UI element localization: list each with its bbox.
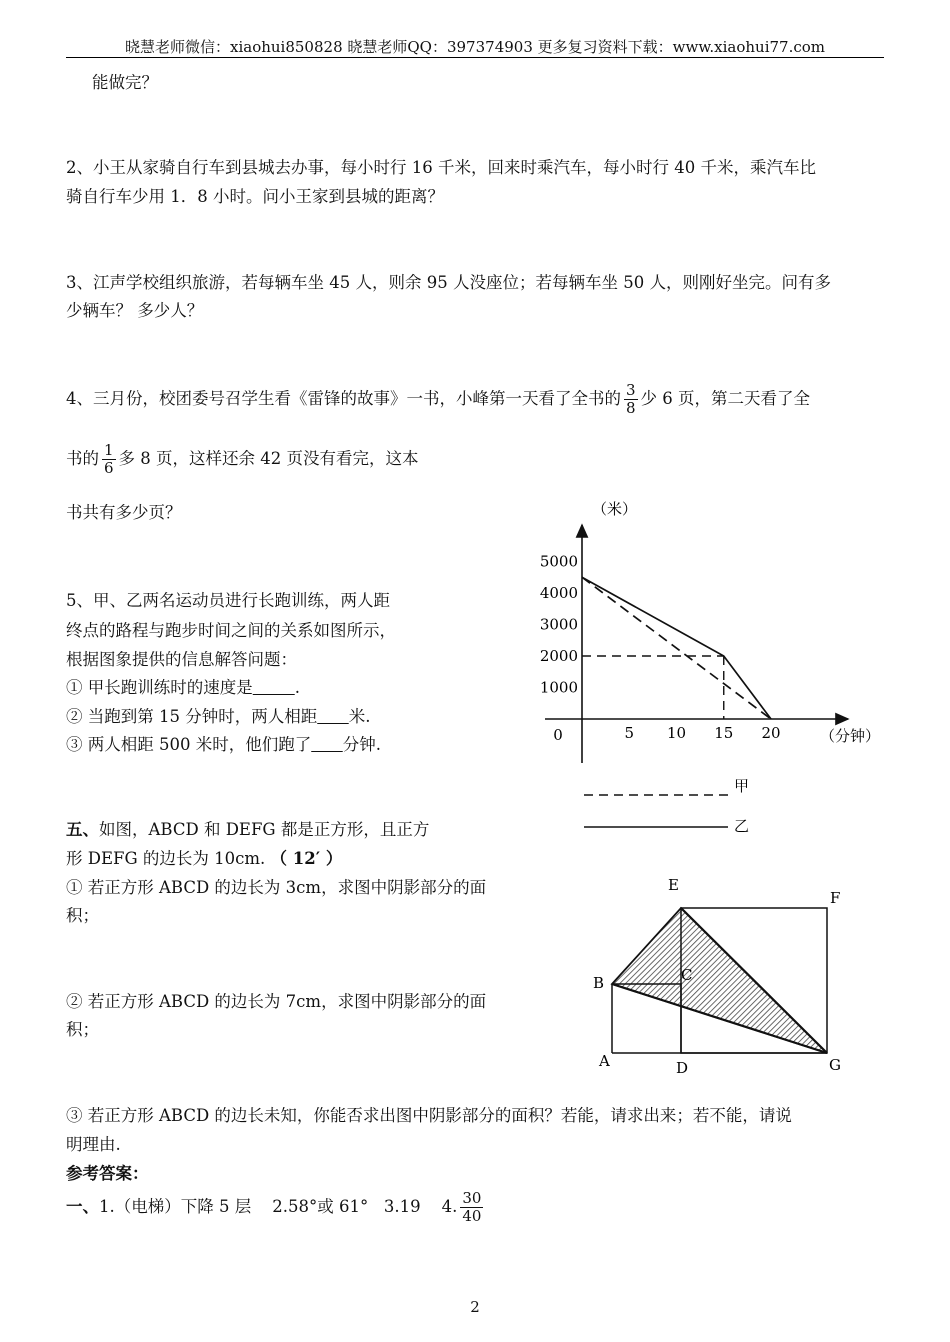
- q1-tail: 能做完？: [92, 73, 158, 92]
- q5-item1-end: .: [294, 678, 300, 697]
- q3-line2: 少辆车？ 多少人？: [66, 301, 204, 320]
- q4-text-a: 4、三月份，校团委号召学生看《雷锋的故事》一书，小峰第一天看了全书的: [66, 389, 621, 408]
- fraction-denominator: 40: [462, 1207, 482, 1225]
- q4-text-c: 书的: [66, 449, 99, 468]
- answers-line: [66, 1190, 486, 1225]
- label-G: G: [829, 1056, 841, 1074]
- y-tick-label: 3000: [539, 615, 578, 634]
- legend-label-jia: 甲: [734, 777, 750, 795]
- fraction-numerator: 30: [462, 1189, 482, 1207]
- x-tick-label: 20: [761, 724, 781, 742]
- q5-line3: 根据图象提供的信息解答问题：: [66, 650, 297, 669]
- fraction-numerator: 3: [626, 381, 636, 399]
- page-number: 2: [470, 1298, 480, 1316]
- header-rule: [66, 57, 884, 58]
- s5-text-2: 形 DEFG 的边长为 10cm.: [66, 849, 271, 868]
- q5-item2-text: ② 当跑到第 15 分钟时，两人相距: [66, 707, 318, 726]
- q5-line1: 5、甲、乙两名运动员进行长跑训练，两人距: [66, 591, 390, 610]
- label-A: A: [599, 1052, 610, 1070]
- q5-item3-blank: [311, 734, 342, 756]
- answers-fraction: [460, 1190, 483, 1225]
- q5-line2: 终点的路程与跑步时间之间的关系如图所示，: [66, 621, 396, 640]
- origin-label: 0: [553, 726, 563, 744]
- q4-line1: [66, 382, 810, 417]
- s5-item2a: ② 若正方形 ABCD 的边长为 7cm，求图中阴影部分的面: [66, 992, 487, 1011]
- s5-item2b: 积；: [66, 1020, 99, 1039]
- x-tick-label: 5: [624, 724, 635, 742]
- q5-item1-text: ① 甲长跑训练时的速度是: [66, 678, 253, 697]
- chart-legend: [578, 768, 758, 840]
- answers-title: 参考答案：: [66, 1164, 149, 1183]
- q4-fraction-1-6: [102, 442, 116, 477]
- label-B: B: [593, 974, 605, 992]
- s5-line2: [66, 848, 342, 870]
- q5-item1: [66, 677, 300, 699]
- q5-item2-end: 米.: [348, 707, 371, 726]
- fraction-denominator: 8: [626, 399, 636, 417]
- q4-line2: [66, 442, 419, 477]
- s5-line1: [66, 819, 429, 841]
- label-D: D: [676, 1059, 689, 1077]
- q5-item2-blank: [317, 706, 348, 728]
- q5-item3: [66, 734, 381, 756]
- s5-item1b: 积；: [66, 906, 99, 925]
- q4-line3: 书共有多少页？: [66, 503, 182, 522]
- q5-item3-text: ③ 两人相距 500 米时，他们跑了: [66, 735, 312, 754]
- label-E: E: [668, 876, 679, 894]
- x-tick-label: 15: [714, 724, 734, 742]
- distance-time-chart: [520, 495, 900, 815]
- q4-text-d: 多 8 页，这样还余 42 页没有看完，这本: [118, 449, 419, 468]
- y-tick-label: 1000: [539, 678, 578, 697]
- series-line-jia: [582, 577, 771, 719]
- q4-text-b: 少 6 页，第二天看了全: [640, 389, 811, 408]
- legend-label-yi: 乙: [734, 817, 750, 835]
- q2-line1: 2、小王从家骑自行车到县城去办事，每小时行 16 千米，回来时乘汽车，每小时行 40 千米，乘汽车比: [66, 158, 816, 177]
- fraction-denominator: 6: [104, 459, 114, 477]
- q5-item3-end: 分钟.: [342, 735, 381, 754]
- squares-figure: [580, 870, 880, 1085]
- x-tick-label: 10: [666, 724, 687, 742]
- y-tick-label: 2000: [539, 647, 578, 665]
- page-header: 晓慧老师微信：xiaohui850828 晓慧老师QQ：397374903 更多复习资料下载：www.xiaohui77.com: [125, 38, 825, 56]
- s5-item1a: ① 若正方形 ABCD 的边长为 3cm，求图中阴影部分的面: [66, 878, 487, 897]
- s5-heading: 五、: [66, 820, 99, 839]
- shaded-triangle-BEG: [612, 908, 827, 1053]
- fraction-numerator: 1: [104, 441, 114, 459]
- y-tick-label: 5000: [539, 552, 578, 571]
- y-axis-label: （米）: [592, 500, 638, 518]
- label-F: F: [830, 889, 841, 907]
- q5-item2: [66, 706, 370, 728]
- q2-line2: 骑自行车少用 1．8 小时。问小王家到县城的距离？: [66, 187, 444, 206]
- x-axis-label: （分钟）: [820, 727, 881, 745]
- s5-item3a: ③ 若正方形 ABCD 的边长未知，你能否求出图中阴影部分的面积？若能，请求出来；若不能，请说: [66, 1106, 792, 1125]
- s5-item3b: 明理由.: [66, 1135, 121, 1154]
- answers-text: 1.（电梯）下降 5 层 2.58°或 61° 3.19 4.: [99, 1197, 458, 1216]
- q4-fraction-3-8: [624, 382, 638, 417]
- q5-item1-blank: [253, 677, 295, 699]
- label-C: C: [681, 966, 693, 984]
- s5-score: （ 12′ ）: [270, 849, 343, 868]
- s5-text: 如图，ABCD 和 DEFG 都是正方形，且正方: [99, 820, 430, 839]
- q3-line1: 3、江声学校组织旅游，若每辆车坐 45 人，则余 95 人没座位；若每辆车坐 50 人，则刚好坐完。问有多: [66, 273, 831, 292]
- answers-prefix: 一、: [66, 1197, 99, 1216]
- y-tick-label: 4000: [539, 584, 578, 602]
